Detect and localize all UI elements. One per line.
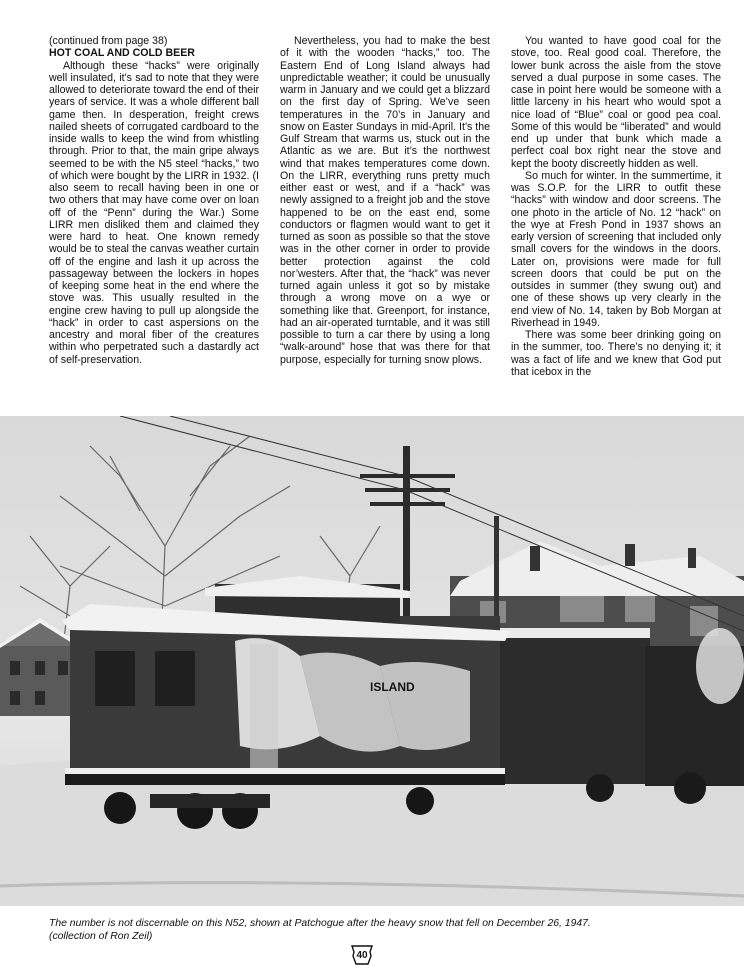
article-column-2 [280, 35, 490, 366]
locomotive [500, 628, 744, 804]
car-lettering: ISLAND [370, 680, 415, 694]
section-heading: HOT COAL AND COLD BEER [49, 47, 195, 60]
continued-note: (continued from page 38) [49, 35, 168, 47]
photo-caption [49, 918, 729, 943]
caption-line: The number is not discernable on this N52, shown at Patchogue after the heavy snow that fell on December 26, 1947. [49, 918, 591, 929]
body-paragraph: Nevertheless, you had to make the best of it with the wooden “hacks,” too. The Eastern End of Long Island always had unpredictable weather; it could be unusually warm in January and we could get a blizzard on the first day of Spring. We’ve seen temperatures in the 70’s in January and snow on Easter Sundays in mid-April. It’s the Gulf Stream that warms us, stuck out in the Atlantic as we are. But it’s the northwest wind that makes temperatures come down. On the LIRR, everything runs pretty much either east or west, and if a “hack” was newly assigned to a freight job and the stove happened to be on the east end, some conductors or flagmen would want to get it turned as soon as possible so that the stove was in the other corner in order to provide better protection against the cold nor’westers. After that, the “hack” was never turned again unless it got so by mistake through a wrong move on a wye or something like that. Greenport, for instance, had an air-operated turntable, and it was still possible to turn a car there by using a long “walk-around” hose that was there for that purpose, especially for turning snow plows. [280, 35, 491, 366]
body-paragraph: You wanted to have good coal for the stove, too. Real good coal. Therefore, the lower bunk across the aisle from the stove served a dual purpose in some cases. The case in point here would be someone with a little larceny in his heart who would spot a nice load of “Blue” coal or good pea coal. Some of this would be “liberated” and would end up under that bunk which made a perfect coal box right near the stove and kept the booty discreetly hidden as well. [511, 35, 721, 170]
article-column-1 [49, 35, 259, 366]
body-paragraph: Although these “hacks” were originally well insulated, it’s sad to note that they were allowed to deteriorate toward the end of their years of service. It was a whole different ball game then. In desperation, freight crews nailed sheets of corrugated cardboard to the inside walls to keep the wind from whistling through. Prior to that, the main gripe always seemed to be with the N5 steel “hacks,” two of which were bought by the LIRR in 1932. (I also seem to recall having been in one or two others that may have come over on loan off of the “Penn” during the War.) Some LIRR men disliked them and claimed they were hard to heat. One known remedy would be to steal the canvas weather curtain off of the engine and lash it up across the passageway between the lockers in hopes of keeping some heat in the end where the stove was. This usually resulted in the engine crew having to pull up alongside the “hack” in order to cast aspersions on the ancestry and moral fiber of the creatures within who perpetrated such a dastardly act of self-preservation. [49, 59, 259, 366]
body-paragraph: So much for winter. In the summertime, it was S.O.P. for the LIRR to outfit these “hacks” with window and door screens. The one photo in the article of No. 12 “hack” on the wye at Fresh Pond in 1937 shows an early version of screening that included only small covers for the windows in the doors. Later on, provisions were made for full screen doors that could be put on the outsides in summer (they swung out) and one of these shows up very clearly in the end view of No. 14, taken by Bob Morgan at Riverhead in 1949. [511, 169, 721, 329]
caboose-snow-photo [0, 416, 744, 906]
body-paragraph: There was some beer drinking going on in the summer, too. There’s no denying it; it was a fact of life and we knew that God put that icebox in the [511, 329, 721, 378]
article-column-3 [511, 35, 721, 378]
page-number-badge [350, 944, 374, 966]
caption-credit: (collection of Ron Zeil) [49, 930, 153, 942]
page-number: 40 [356, 950, 368, 961]
